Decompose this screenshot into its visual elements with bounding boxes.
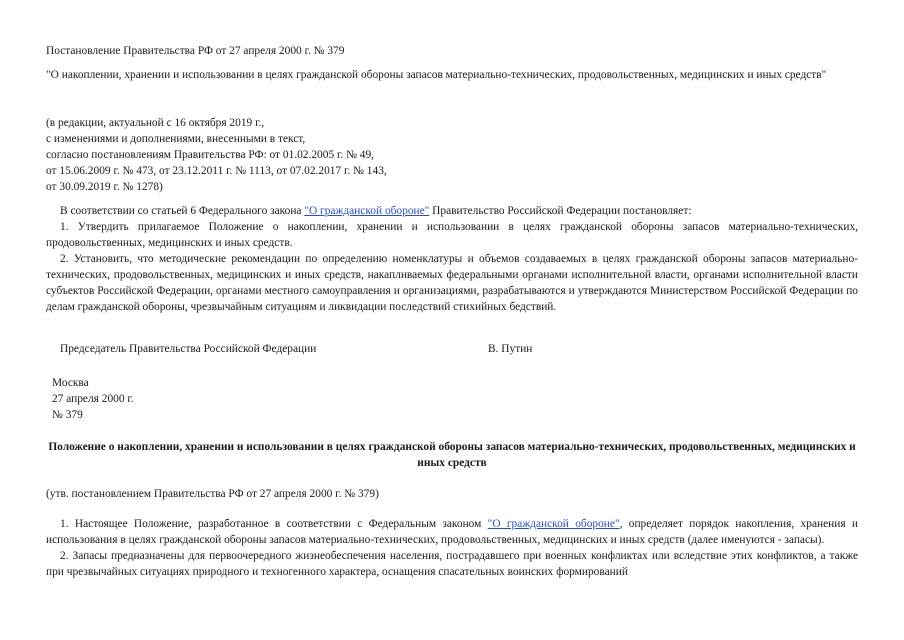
regulation-body [46, 516, 858, 580]
signing-number: № 379 [52, 409, 83, 421]
decree-item-2: 2. Установить, что методические рекомендации по определению номенклатуры и объемов создаваемых в целях гражданской обороны запасов материально-технических, продовольственных, медицинских и иных средств, накапливаемых федеральными органами исполнительной власти, органами исполнительной власти субъектов Российской Федерации, органами местного самоуправления и организациями, разрабатываются и утверждаются Министерством Российской Федерации по делам гражданской обороны, чрезвычайным ситуациям и ликвидации последствий стихийных бедствий. [46, 253, 858, 313]
preamble-text: В соответствии со статьей 6 Федерального закона [60, 205, 305, 217]
regulation-item-1 [46, 516, 858, 548]
revision-line: от 15.06.2009 г. № 473, от 23.12.2011 г. № 1113, от 07.02.2017 г. № 143, [46, 165, 387, 177]
regulation-item-1-text-end: , определяет порядок накопления, хранения и использования в целях гражданской обороны запасов материально-технических, продовольственных, медицинских и иных средств (далее именуются - запасы). [46, 518, 858, 546]
regulation-approved [46, 486, 858, 502]
revision-line: (в редакции, актуальной с 16 октября 2019 г., [46, 117, 265, 129]
decree-item-1: 1. Утвердить прилагаемое Положение о накоплении, хранении и использовании в целях гражданской обороны запасов материально-технических, продовольственных, медицинских и иных средств. [46, 221, 858, 249]
civil-defense-law-link[interactable]: "О гражданской обороне" [304, 205, 430, 217]
decree-body [46, 203, 858, 315]
civil-defense-law-link-2[interactable]: "О гражданской обороне" [487, 518, 620, 530]
signing-place [52, 375, 864, 423]
revision-line: от 30.09.2019 г. № 1278) [46, 181, 163, 193]
decree-subtitle-text: "О накоплении, хранении и использовании в целях гражданской обороны запасов материально-технических, продовольственных, медицинских и иных средств" [46, 69, 827, 81]
decree-title [46, 43, 858, 59]
signature-name: В. Путин [488, 343, 533, 355]
revision-note [46, 115, 858, 195]
regulation-approved-text: (утв. постановлением Правительства РФ от 27 апреля 2000 г. № 379) [46, 488, 379, 500]
regulation-item-1-text: 1. Настоящее Положение, разработанное в соответствии с Федеральным законом [60, 518, 488, 530]
preamble [46, 203, 858, 219]
regulation-title: Положение о накоплении, хранении и использовании в целях гражданской обороны запасов материально-технических, продовольственных, медицинских и иных средств [48, 441, 856, 469]
revision-line: с изменениями и дополнениями, внесенными в текст, [46, 133, 306, 145]
regulation-item-2: 2. Запасы предназначены для первоочередного жизнеобеспечения населения, пострадавшего при военных конфликтах или вследствие этих конфликтов, а также при чрезвычайных ситуациях природного и техногенного характера, оснащения спасательных воинских формирований [46, 550, 858, 578]
decree-title-text: Постановление Правительства РФ от 27 апреля 2000 г. № 379 [46, 45, 345, 57]
signing-city: Москва [52, 377, 89, 389]
revision-line: согласно постановлениям Правительства РФ: от 01.02.2005 г. № 49, [46, 149, 375, 161]
preamble-text-end: Правительство Российской Федерации постановляет: [429, 205, 692, 217]
signing-date: 27 апреля 2000 г. [52, 393, 134, 405]
signature-position: Председатель Правительства Российской Федерации [60, 343, 317, 355]
decree-subtitle [46, 67, 858, 83]
